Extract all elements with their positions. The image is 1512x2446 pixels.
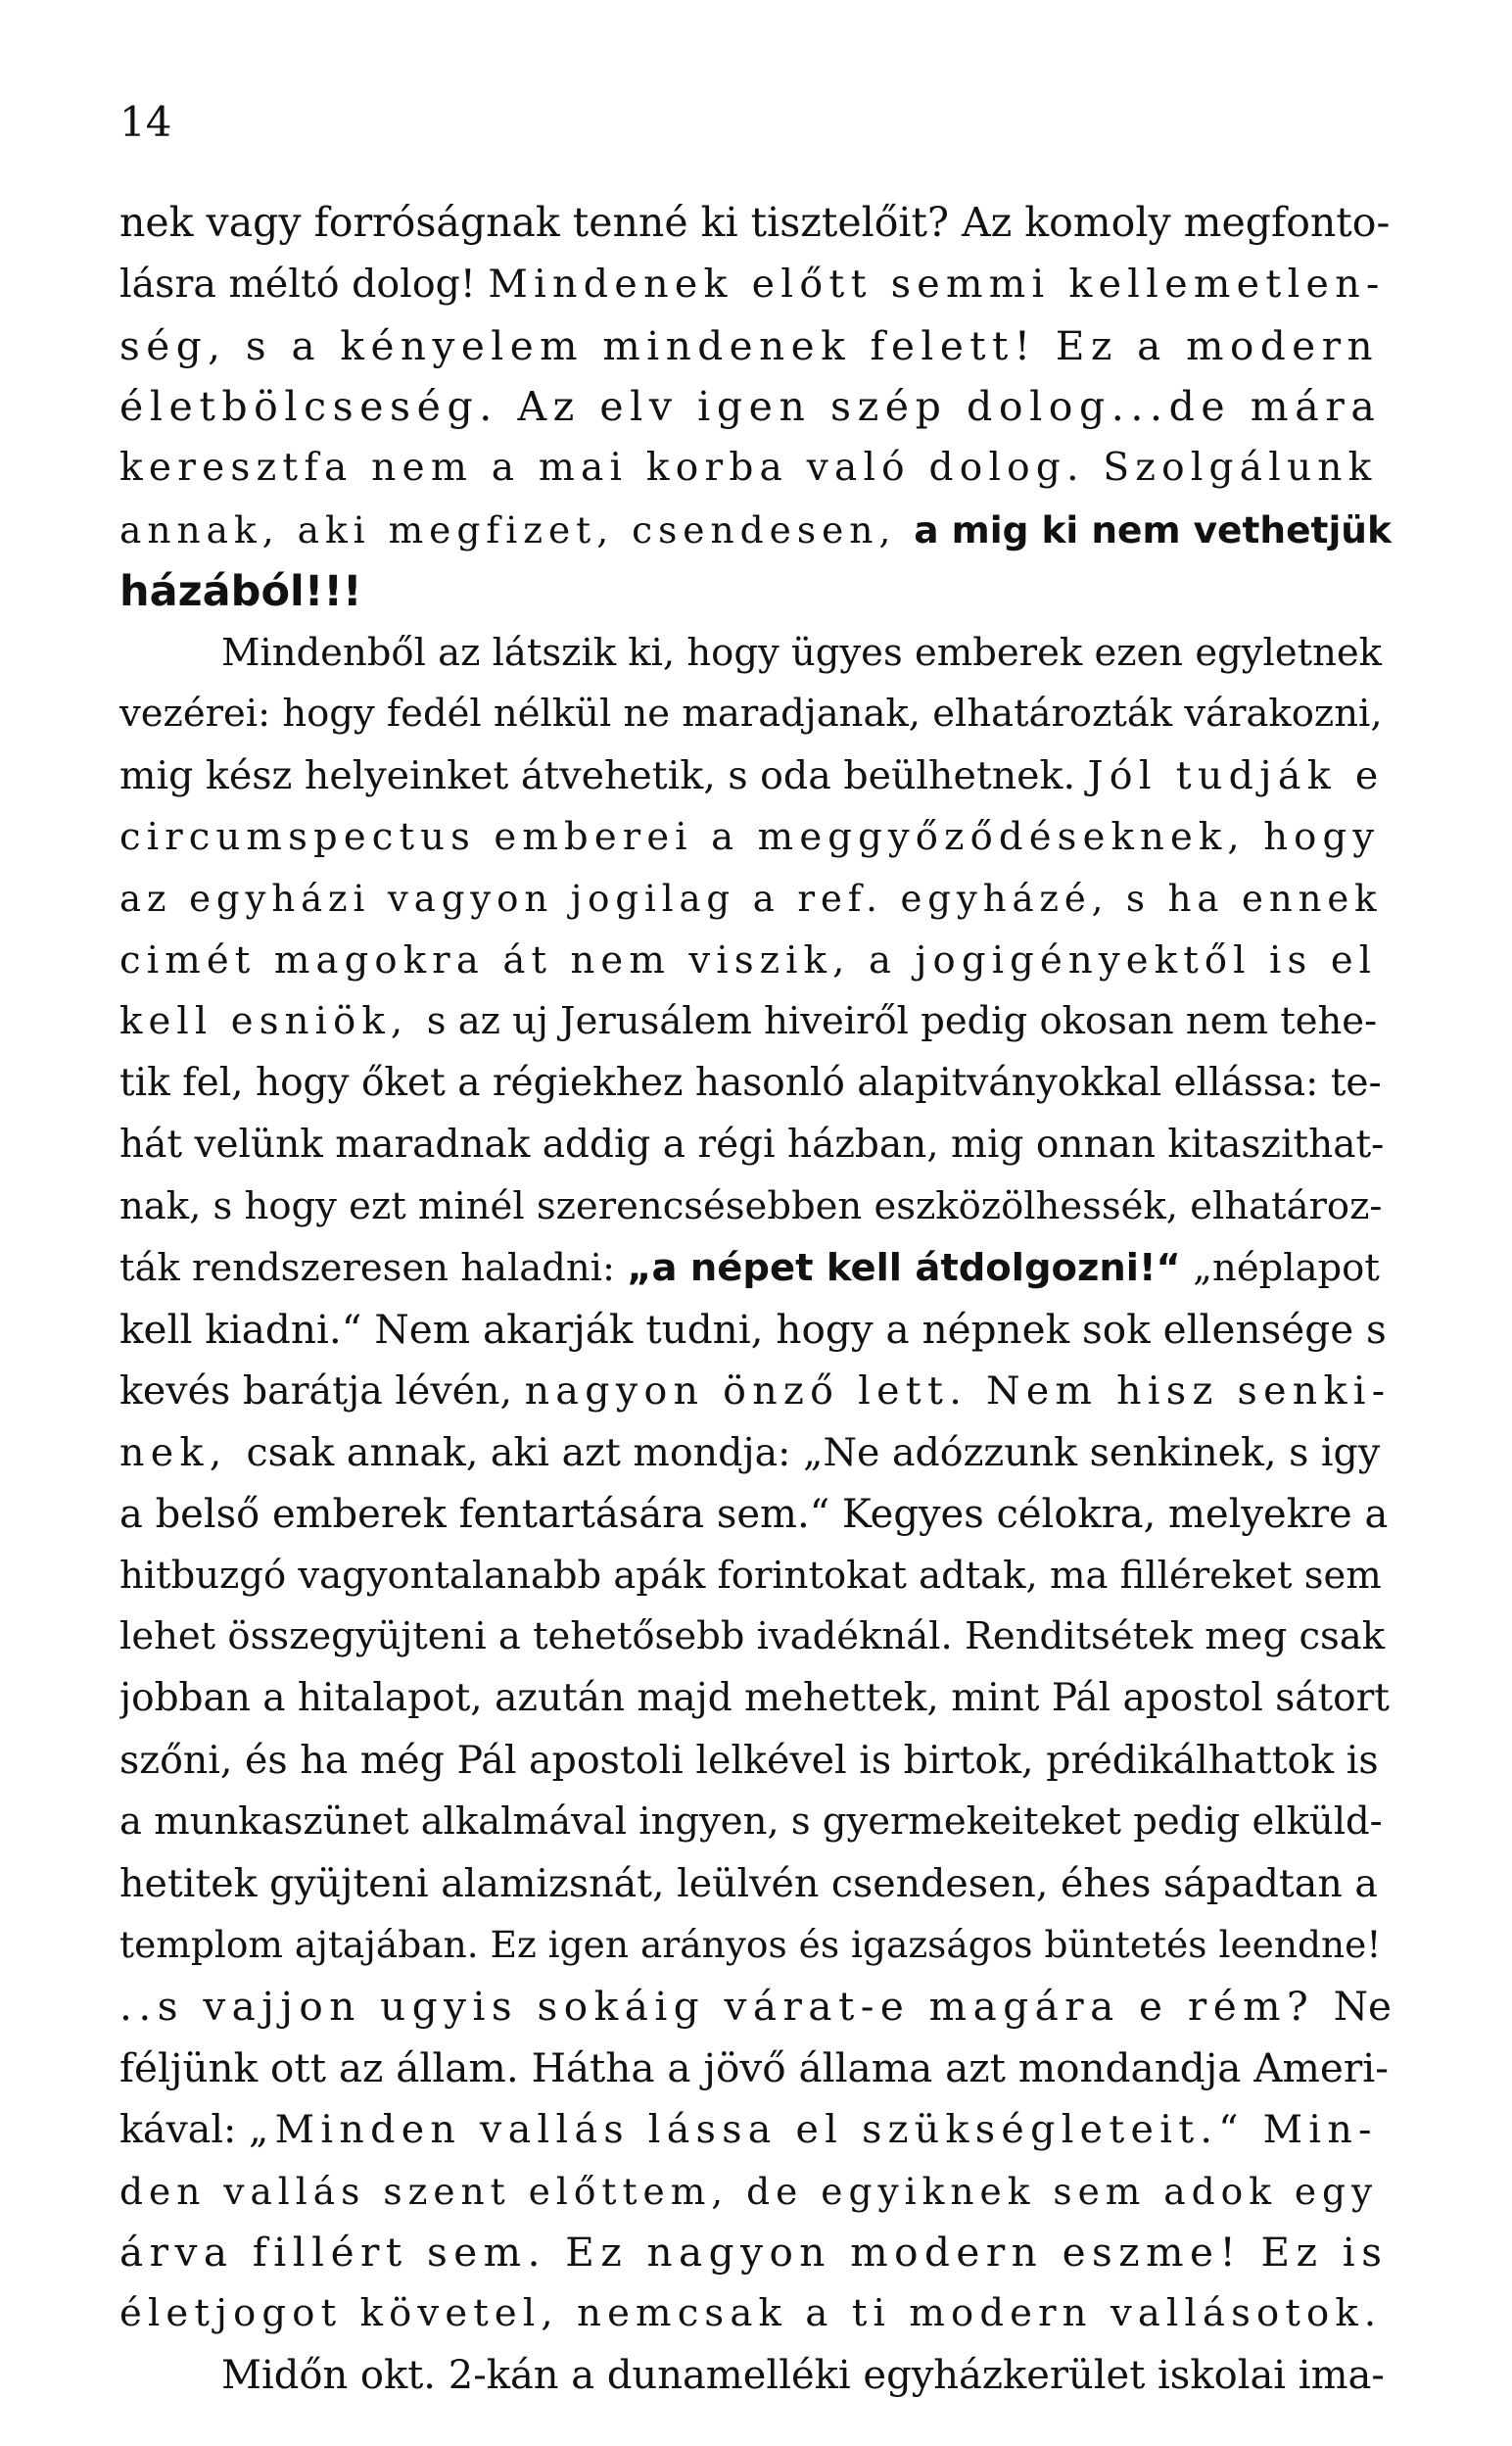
text-segment: jobban a hitalapot, azután majd mehettek, mint Pál apostol sátort	[119, 1676, 1390, 1721]
text-line	[119, 623, 1393, 685]
text-segment: circumspectus emberei a meggyőződéseknek, hogy	[119, 814, 1381, 859]
text-segment: den vallás szent előttem, de egyiknek sem adok egy	[119, 2169, 1379, 2213]
text-line	[119, 376, 1393, 438]
text-segment: életjogot követel, nemcsak a ti modern vallásotok.	[119, 2291, 1383, 2336]
text-line	[119, 869, 1393, 931]
text-segment: nak, s hogy ezt minél szerencsésebben eszközölhessék, elhatároz-	[119, 1183, 1383, 1228]
text-line	[119, 2099, 1393, 2161]
text-segment: szőni, és ha még Pál apostoli lelkével is birtok, prédikálhattok is	[119, 1737, 1379, 1783]
text-segment: az egyházi vagyon jogilag a ref. egyházé, s ha ennek	[119, 877, 1383, 920]
page-number: 14	[119, 98, 172, 146]
text-line	[119, 438, 1393, 500]
text-line	[119, 315, 1393, 377]
text-line	[119, 2345, 1393, 2407]
text-segment: hetitek gyüjteni alamizsnát, leülvén csendesen, éhes sápadtan a	[119, 1860, 1378, 1906]
text-line	[119, 1484, 1393, 1546]
text-segment: kevés barátja lévén,	[119, 1368, 525, 1415]
text-segment: házából!!!	[119, 566, 362, 616]
text-segment: annak, aki megfizet, csendesen,	[119, 507, 915, 552]
text-line	[119, 991, 1393, 1053]
text-segment: Mindenből az látszik ki, hogy ügyes emberek ezen egyletnek	[221, 630, 1382, 675]
text-segment: nek vagy forróságnak tenné ki tisztelőit? Az komoly megfonto-	[119, 199, 1391, 246]
text-line	[119, 2161, 1393, 2223]
text-line	[119, 1853, 1393, 1915]
text-segment: hát velünk maradnak addig a régi házban, mig onnan kitaszithat-	[119, 1122, 1385, 1167]
text-line	[119, 2283, 1393, 2345]
text-segment: árva fillért sem. Ez nagyon modern eszme! Ez is	[119, 2229, 1389, 2277]
text-line	[119, 1299, 1393, 1361]
text-line	[119, 1546, 1393, 1607]
text-segment: Mindenek előtt semmi kellemetlen-	[488, 261, 1386, 307]
text-segment: életbölcseség. Az elv igen szép dolog...de mára	[119, 383, 1382, 431]
text-line	[119, 500, 1393, 561]
text-segment: tik fel, hogy őket a régiekhez hasonló alapitványokkal ellássa: te-	[119, 1061, 1382, 1106]
text-segment: nek,	[119, 1429, 247, 1475]
text-line	[119, 1792, 1393, 1853]
text-line	[119, 1914, 1393, 1976]
text-segment: s az uj Jerusálem hiveiről pedig okosan nem tehe-	[426, 999, 1378, 1044]
text-line	[119, 1607, 1393, 1668]
text-segment: ták rendszeresen haladni:	[119, 1245, 628, 1290]
text-segment: „Minden vallás lássa el szükségleteit.“ Min-	[248, 2106, 1378, 2152]
text-line	[119, 254, 1393, 315]
text-line	[119, 1176, 1393, 1238]
text-segment: vezérei: hogy fedél nélkül ne maradjanak, elhatározták várakozni,	[119, 692, 1383, 737]
text-line	[119, 807, 1393, 869]
text-line	[119, 1361, 1393, 1422]
text-segment: kell kiadni.“ Nem akarják tudni, hogy a népnek sok ellensége s	[119, 1306, 1387, 1354]
text-line	[119, 1422, 1393, 1484]
text-line	[119, 1115, 1393, 1176]
text-line	[119, 684, 1393, 745]
text-segment: „néplapot	[1180, 1245, 1380, 1290]
text-segment: csak annak, aki azt mondja: „Ne adózzunk senkinek, s igy	[246, 1429, 1381, 1475]
text-line	[119, 1668, 1393, 1730]
text-line	[119, 2038, 1393, 2099]
text-line	[119, 1976, 1393, 2038]
text-line	[119, 931, 1393, 992]
text-segment: a belső emberek fentartására sem.“ Kegyes célokra, melyekre a	[119, 1491, 1389, 1537]
text-line	[119, 2222, 1393, 2283]
text-segment: ség, s a kényelem mindenek felett! Ez a modern	[119, 321, 1380, 369]
text-segment: a mig ki nem vethetjük	[914, 507, 1392, 552]
text-line	[119, 1053, 1393, 1115]
text-segment: nagyon önző lett. Nem hisz senki-	[524, 1368, 1392, 1415]
text-segment: templom ajtajában. Ez igen arányos és igazságos büntetés leendne!	[119, 1923, 1382, 1967]
text-line	[119, 745, 1393, 807]
text-segment: lehet összegyüjteni a tehetősebb ivadéknál. Renditsétek meg csak	[119, 1614, 1386, 1659]
text-segment: hitbuzgó vagyontalanabb apák forintokat adtak, ma filléreket sem	[119, 1553, 1382, 1598]
text-line	[119, 1238, 1393, 1300]
text-segment: mig kész helyeinket átvehetik, s oda beülhetnek.	[119, 753, 1088, 799]
text-segment: kell esniök,	[119, 999, 427, 1044]
text-segment: Midőn okt. 2-kán a dunamelléki egyházkerület iskolai ima-	[221, 2352, 1385, 2398]
text-line	[119, 1730, 1393, 1792]
text-segment: ..s vajjon ugyis sokáig várat-e magára e rém?	[119, 1983, 1334, 2031]
text-segment: féljünk ott az állam. Hátha a jövő állama azt mondandja Ameri-	[119, 2043, 1389, 2091]
text-line	[119, 561, 1393, 623]
text-segment: keresztfa nem a mai korba való dolog. Szolgálunk	[119, 446, 1378, 491]
text-segment: Ne	[1333, 1983, 1392, 2031]
text-segment: Jól tudják e	[1087, 753, 1385, 799]
text-segment: a munkaszünet alkalmával ingyen, s gyermekeiteket pedig elküld-	[119, 1799, 1383, 1844]
body-text	[119, 192, 1393, 2407]
text-segment: cimét magokra át nem viszik, a jogigényektől is el	[119, 937, 1378, 983]
text-segment: „a népet kell átdolgozni!“	[627, 1245, 1181, 1290]
text-segment: kával:	[119, 2106, 249, 2152]
text-line	[119, 192, 1393, 254]
text-segment: lásra méltó dolog!	[119, 261, 489, 307]
